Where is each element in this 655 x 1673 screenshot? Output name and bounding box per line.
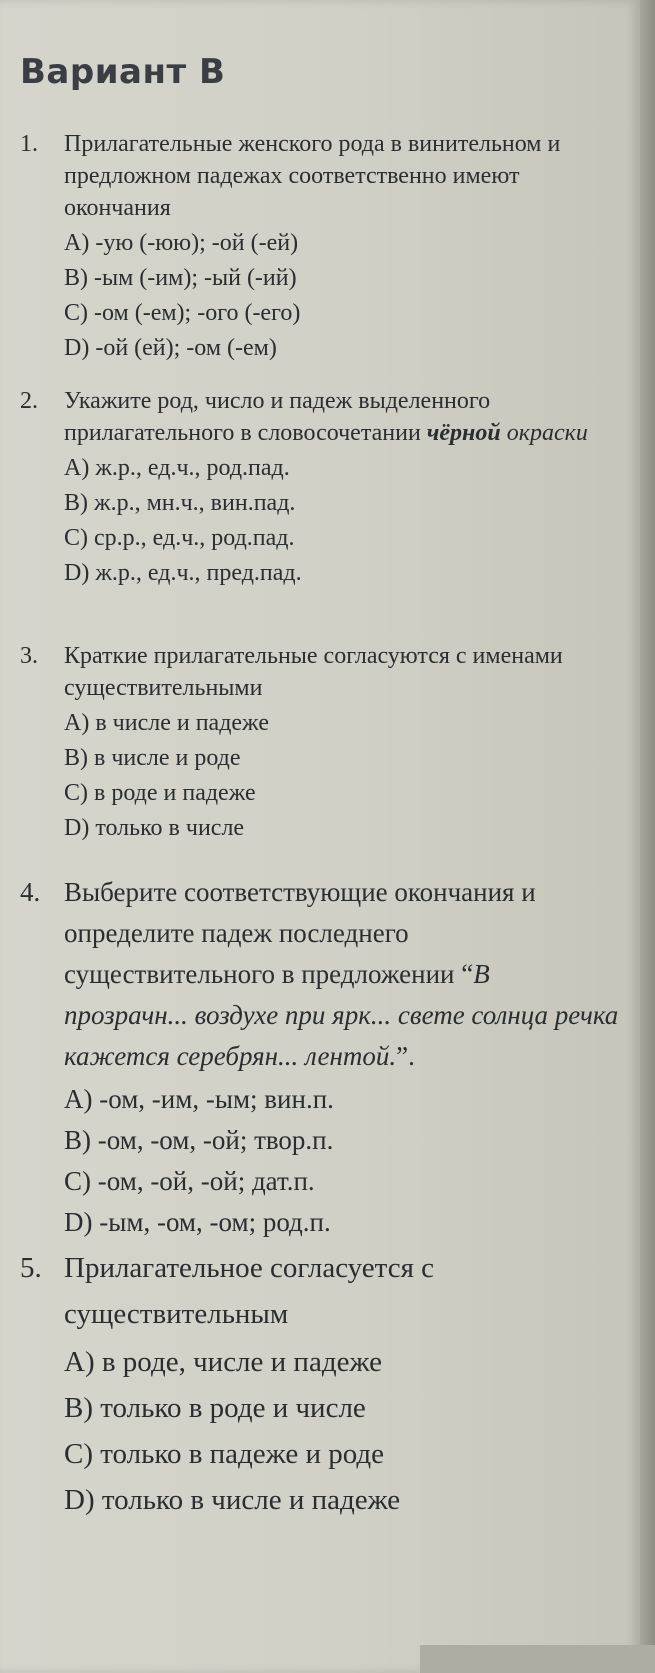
- question-2: [20, 385, 620, 591]
- option-a: A) в роде, числе и падеже: [64, 1346, 382, 1378]
- question-2-text: [20, 385, 620, 449]
- question-prompt: Выберите соответствующие окончания и определите падеж последнего существительного в предложении “: [64, 877, 536, 989]
- variant-title: Вариант B: [20, 52, 226, 92]
- question-number: 5.: [20, 1252, 42, 1284]
- question-4-text: [20, 872, 620, 1077]
- answer-options: [20, 226, 620, 366]
- option-a: A) в числе и падеже: [64, 710, 269, 736]
- question-number: 3.: [20, 643, 38, 669]
- option-d: D) -ым, -ом, -ом; род.п.: [64, 1207, 331, 1237]
- question-number: 2.: [20, 388, 38, 414]
- option-c: C) только в падеже и роде: [64, 1438, 385, 1470]
- question-prompt-continued: окраски: [506, 420, 588, 446]
- page-edge-shadow: [640, 0, 655, 1673]
- option-b: B) ж.р., мн.ч., вин.пад.: [64, 490, 296, 516]
- option-b: B) только в роде и числе: [64, 1392, 366, 1424]
- option-b: B) в числе и роде: [64, 745, 241, 771]
- option-c: C) в роде и падеже: [64, 780, 256, 806]
- question-number: 1.: [20, 131, 38, 157]
- option-d: D) только в числе и падеже: [64, 1484, 401, 1516]
- question-4: [20, 872, 620, 1243]
- option-d: D) ж.р., ед.ч., пред.пад.: [64, 560, 302, 586]
- closing-quote: ”.: [396, 1041, 415, 1071]
- question-number: 4.: [20, 877, 41, 907]
- option-c: C) -ом (-ем); -ого (-его): [64, 300, 301, 326]
- question-1: [20, 128, 620, 366]
- answer-options: [20, 1079, 620, 1243]
- option-b: B) -ым (-им); -ый (-ий): [64, 265, 297, 291]
- answer-options: [20, 706, 620, 846]
- question-prompt: Краткие прилагательные согласуются с именами существительными: [64, 643, 563, 701]
- question-prompt: Прилагательное согласуется с существительным: [64, 1252, 435, 1330]
- option-a: A) -ом, -им, -ым; вин.п.: [64, 1084, 334, 1114]
- option-a: A) -ую (-юю); -ой (-ей): [64, 230, 299, 256]
- option-d: D) только в числе: [64, 815, 245, 841]
- option-d: D) -ой (ей); -ом (-ем): [64, 335, 277, 361]
- option-b: B) -ом, -ом, -ой; твор.п.: [64, 1125, 334, 1155]
- question-5-text: [20, 1245, 620, 1337]
- option-a: A) ж.р., ед.ч., род.пад.: [64, 455, 290, 481]
- answer-options: [20, 1339, 620, 1523]
- question-prompt: Укажите род, число и падеж выделенного прилагательного в словосочетании: [64, 388, 491, 446]
- answer-options: [20, 451, 620, 591]
- question-prompt: Прилагательные женского рода в винительном и предложном падежах соответственно имеют окончания: [64, 131, 561, 221]
- question-3: [20, 640, 620, 846]
- question-5: [20, 1245, 620, 1523]
- question-1-text: [20, 128, 620, 224]
- question-3-text: [20, 640, 620, 704]
- highlighted-word: чёрной: [426, 420, 501, 446]
- option-c: C) ср.р., ед.ч., род.пад.: [64, 525, 295, 551]
- background-surface: [420, 1645, 655, 1673]
- example-sentence: В прозрачн... воздухе при ярк... свете солнца речка кажется серебрян... лентой.: [64, 959, 619, 1071]
- option-c: C) -ом, -ой, -ой; дат.п.: [64, 1166, 315, 1196]
